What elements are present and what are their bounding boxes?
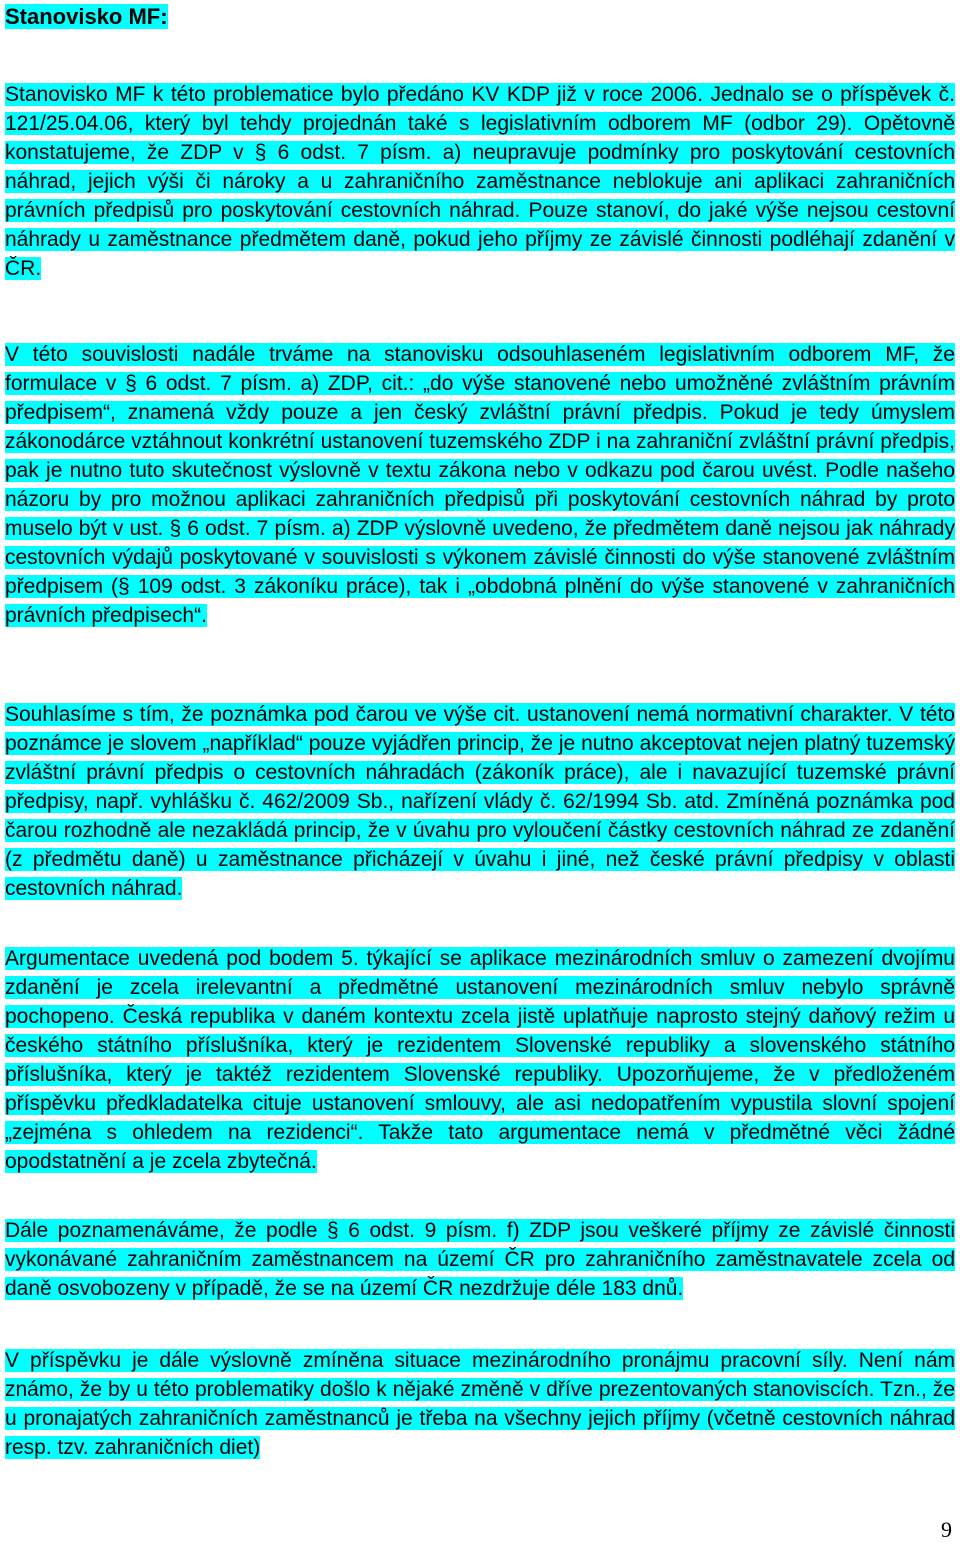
paragraph-6-text: V příspěvku je dále výslovně zmíněna situace mezinárodního pronájmu pracovní síly. Není nám známo, že by u této problematiky došlo k nějaké změně v dříve prezentovaných stanoviscích. Tzn., že u pronajatých zahraničních zaměstnanců je třeba na všechny jejich příjmy (včetně cestovních náhrad resp. tzv. zahraničních diet) [5,1349,955,1459]
document-heading [5,2,168,32]
paragraph-5-text: Dále poznamenáváme, že podle § 6 odst. 9 písm. f) ZDP jsou veškeré příjmy ze závislé činnosti vykonávané zahraničním zaměstnancem na území ČR pro zahraničního zaměstnavatele zcela od daně osvobozeny v případě, že se na území ČR nezdržuje déle 183 dnů. [5,1219,955,1300]
paragraph-5 [5,1216,955,1303]
paragraph-3 [5,700,955,903]
paragraph-1-text: Stanovisko MF k této problematice bylo předáno KV KDP již v roce 2006. Jednalo se o příspěvek č. 121/25.04.06, který byl tehdy projednán také s legislativním odborem MF (odbor 29). Opětovně konstatujeme, že ZDP v § 6 odst. 7 písm. a) neupravuje podmínky pro poskytování cestovních náhrad, jejich výši či nároky a u zahraničního zaměstnance neblokuje ani aplikaci zahraničních právních předpisů pro poskytování cestovních náhrad. Pouze stanoví, do jaké výše nejsou cestovní náhrady u zaměstnance předmětem daně, pokud jeho příjmy ze závislé činnosti podléhají zdanění v ČR. [5,83,955,280]
paragraph-4-text: Argumentace uvedená pod bodem 5. týkající se aplikace mezinárodních smluv o zamezení dvojímu zdanění je zcela irelevantní a předmětné ustanovení mezinárodních smluv nebylo správně pochopeno. Česká republika v daném kontextu zcela jistě uplatňuje naprosto stejný daňový režim u českého státního příslušníka, který je rezidentem Slovenské republiky a slovenského státního příslušníka, který je taktéž rezidentem Slovenské republiky. Upozorňujeme, že v předloženém příspěvku předkladatelka cituje ustanovení smlouvy, ale asi nedopatřením vypustila slovní spojení „zejména s ohledem na rezidenci“. Takže tato argumentace nemá v předmětné věci žádné opodstatnění a je zcela zbytečná. [5,947,955,1173]
paragraph-6 [5,1346,955,1462]
paragraph-4 [5,944,955,1176]
heading-text: Stanovisko MF: [5,4,168,29]
paragraph-3-text: Souhlasíme s tím, že poznámka pod čarou ve výše cit. ustanovení nemá normativní charakter. V této poznámce je slovem „například“ pouze vyjádřen princip, že je nutno akceptovat nejen platný tuzemský zvláštní právní předpis o cestovních náhradách (zákoník práce), ale i navazující tuzemské právní předpisy, např. vyhlášku č. 462/2009 Sb., nařízení vlády č. 62/1994 Sb. atd. Zmíněná poznámka pod čarou rozhodně ale nezakládá princip, že v úvahu pro vyloučení částky cestovních náhrad ze zdanění (z předmětu daně) u zaměstnance přicházejí v úvahu i jiné, než české právní předpisy v oblasti cestovních náhrad. [5,703,955,900]
paragraph-2 [5,340,955,630]
paragraph-1 [5,80,955,283]
paragraph-2-text: V této souvislosti nadále trváme na stanovisku odsouhlaseném legislativním odborem MF, že formulace v § 6 odst. 7 písm. a) ZDP, cit.: „do výše stanovené nebo umožněné zvláštním právním předpisem“, znamená vždy pouze a jen český zvláštní právní předpis. Pokud je tedy úmyslem zákonodárce vztáhnout konkrétní ustanovení tuzemského ZDP i na zahraniční zvláštní právní předpis, pak je nutno tuto skutečnost výslovně v textu zákona nebo v odkazu pod čarou uvést. Podle našeho názoru by pro možnou aplikaci zahraničních předpisů při poskytování cestovních náhrad by proto muselo být v ust. § 6 odst. 7 písm. a) ZDP výslovně uvedeno, že předmětem daně nejsou jak náhrady cestovních výdajů poskytované v souvislosti s výkonem závislé činnosti do výše stanovené zvláštním předpisem (§ 109 odst. 3 zákoníku práce), tak i „obdobná plnění do výše stanovené v zahraničních právních předpisech“. [5,343,955,627]
page-number: 9 [941,1517,952,1542]
